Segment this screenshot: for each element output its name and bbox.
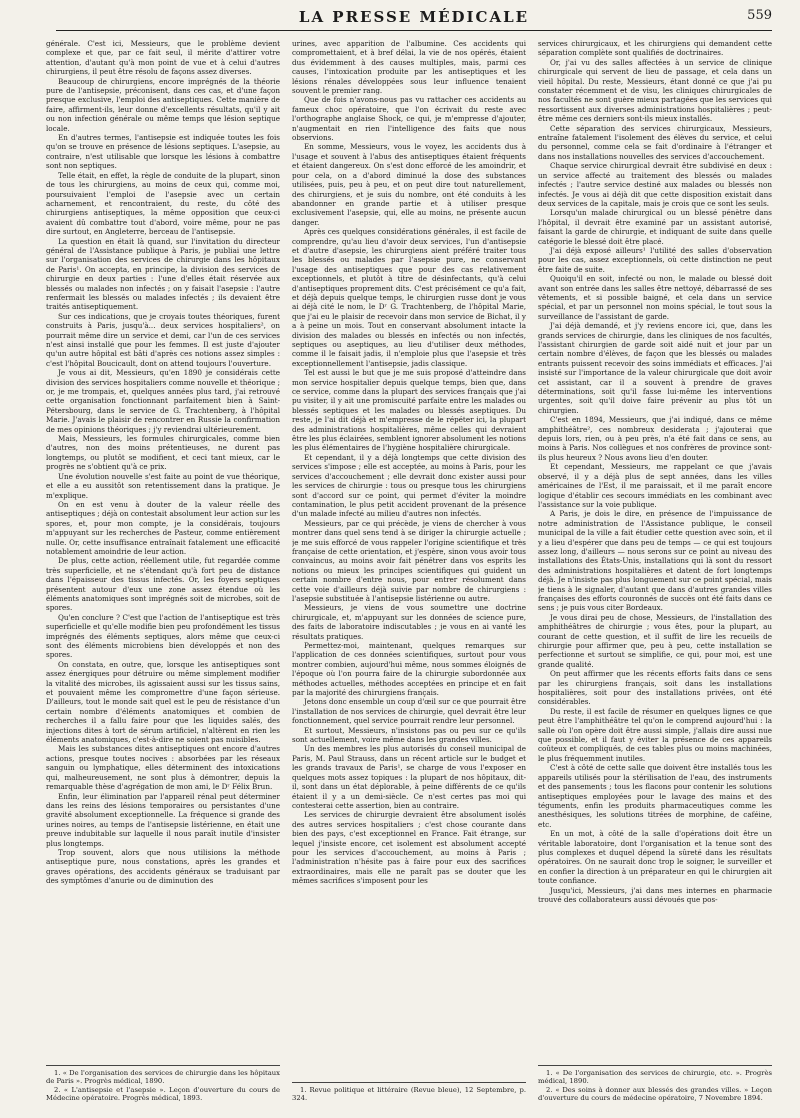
paragraph: Une évolution nouvelle s'est faite au point de vue théorique, et elle a eu aussitôt son retentissement dans la pratique. Je m'explique. xyxy=(46,471,280,500)
paragraph: Que de fois n'avons-nous pas vu rattacher ces accidents au fameux choc opératoire, que l'on écrivait du reste avec l'orthographe anglaise Shock, ce qui, je m'empresse d'ajouter, n'augmentait en rien l'intelligence des faits que nous observions. xyxy=(292,95,526,143)
paragraph: La question en était là quand, sur l'invitation du directeur général de l'Assistance publique à Paris, je publiai une lettre sur l'organisation des services de chirurgie dans les hôpitaux de Paris¹. On accepta, en principe, la division des services de chirurgie en deux parties : l'une d'elles était réservée aux blessés ou malades non infectés ; on y faisait l'asepsie : l'autre renfermait les blessés ou malades infectés ; ils devaient être traités antiseptiquement. xyxy=(46,236,280,312)
page-number: 559 xyxy=(747,8,772,23)
paragraph: Or, j'ai vu des salles affectées à un service de clinique chirurgicale qui servent de lieu de passage, et cela dans un vieil hôpital. Du reste, Messieurs, étant donné ce que j'ai pu constater récemment et de visu, les cliniques chirurgicales de nos facultés ne sont guère mieux partagées que les services qui ressortissent aux diverses administrations hospitalières ; peut-être même ces derniers sont-ils mieux installés. xyxy=(538,57,772,124)
paragraph: En somme, Messieurs, vous le voyez, les accidents dus à l'usage et souvent à l'abus des antiseptiques étaient fréquents et étaient dangereux. On s'est donc efforcé de les amoindrir, et pour cela, on a d'abord diminué la dose des substances utilisées, puis, peu à peu, et on peut dire tout naturellement, des chirurgiens, et je suis du nombre, ont été conduits à les abandonner en grande partie et à utiliser presque exclusivement l'asepsie, qui, elle au moins, ne présente aucun danger. xyxy=(292,142,526,227)
footnote: 2. « L'antisepsie et l'asepsie ». Leçon d'ouverture du cours de Médecine opératoire. Progrès médical, 1893. xyxy=(46,1085,280,1103)
paragraph: Et cependant, il y a déjà longtemps que cette division des services s'impose ; elle est acceptée, au moins à Paris, pour les services d'accouchement ; elle devrait donc exister aussi pour les services de chirurgie : tous ou presque tous les chirurgiens sont d'accord sur ce point, qui permet d'éviter la moindre contamination, le plus petit accident provenant de la présence d'un malade infecté au milieu d'autres non infectés. xyxy=(292,452,526,519)
paragraph: Du reste, il est facile de résumer en quelques lignes ce que peut être l'amphithéâtre tel qu'on le comprend aujourd'hui : la salle où l'on opère doit être aussi simple, j'allais dire aussi nue que possible, et il faut y éviter la présence de ces appareils coûteux et compliqués, de ces tables plus ou moins machinées, le plus fréquemment inutiles. xyxy=(538,706,772,763)
footnote: 1. « De l'organisation des services de chirurgie, etc. ». Progrès médical, 1890. xyxy=(538,1068,772,1086)
column-2 xyxy=(292,39,526,1105)
paragraph: services chirurgicaux, et les chirurgiens qui demandent cette séparation complète sont qualifiés de doctrinaires. xyxy=(538,39,772,58)
column-3 xyxy=(538,39,772,1105)
paragraph: Telle était, en effet, la règle de conduite de la plupart, sinon de tous les chirurgiens, au moins de ceux qui, comme moi, poursuivaient l'emploi de l'asepsie avec un certain acharnement, et rencontraient, du reste, du côté des chirurgiens antiseptiques, la même opposition que ceux-ci avaient dû combattre tout d'abord, voire même, pour ne pas dire surtout, en Angleterre, berceau de l'antisepsie. xyxy=(46,170,280,237)
column-1-footnotes xyxy=(46,1065,280,1103)
paragraph: On peut affirmer que les récents efforts faits dans ce sens par les chirurgiens français, soit dans les installations hospitalières, soit pour des installations privées, ont été considérables. xyxy=(538,669,772,707)
journal-title: LA PRESSE MÉDICALE xyxy=(298,8,530,26)
paragraph: De plus, cette action, réellement utile, fut regardée comme très superficielle, et ne s'étendant qu'à fort peu de distance dans l'épaisseur des tissus infectés. Or, les foyers septiques présentent autour d'eux une zone assez étendue où les éléments anatomiques sont imprégnés soit de microbes, soit de spores. xyxy=(46,556,280,613)
column-3-footnotes xyxy=(538,1065,772,1103)
paragraph: Jetons donc ensemble un coup d'œil sur ce que pourrait être l'installation de nos services de chirurgie, quel devrait être leur fonctionnement, quel service pourrait rendre leur personnel. xyxy=(292,697,526,726)
column-3-body xyxy=(538,39,772,1061)
paragraph: Sur ces indications, que je croyais toutes théoriques, furent construits à Paris, jusqu'à... deux services hospitaliers², on pourrait même dire un service et demi, car l'un de ces services n'est ainsi installé que pour les femmes. Il est juste d'ajouter qu'un autre hôpital est bâti d'après ces notions assez simples : c'est l'hôpital Boucicault, dont on attend toujours l'ouverture. xyxy=(46,311,280,368)
paragraph: Jusqu'ici, Messieurs, j'ai dans mes internes en pharmacie trouvé des collaborateurs aussi dévoués que pos- xyxy=(538,885,772,904)
paragraph: Quoiqu'il en soit, infecté ou non, le malade ou blessé doit avant son entrée dans les salles être nettoyé, débarrassé de ses vêtements, et si possible baigné, et cela dans un service spécial, et par un personnel non moins spécial, le tout sous la surveillance de l'assistant de garde. xyxy=(538,274,772,321)
paragraph: On en est venu à douter de la valeur réelle des antiseptiques ; déjà on contestait absolument leur action sur les spores, et, pour mon compte, je la considérais, toujours m'appuyant sur les recherches de Pasteur, comme entièrement nulle. Or, cette insuffisance entraînait fatalement une efficacité notablement amoindrie de leur action. xyxy=(46,499,280,556)
paragraph: Tel est aussi le but que je me suis proposé d'atteindre dans mon service hospitalier depuis quelque temps, bien que, dans ce service, comme dans la plupart des services français que j'ai pu visiter, il y ait une promiscuité parfaite entre les malades ou blessés septiques et les malades ou blessés aseptiques. Du reste, je l'ai dit déjà et m'empresse de le répéter ici, la plupart des administrations hospitalières, même celles qui devraient être les plus éclairées, semblent ignorer absolument les notions les plus élémentaires de l'hygiène hospitalière chirurgicale. xyxy=(292,368,526,453)
column-1 xyxy=(46,39,280,1105)
paragraph: A Paris, je dois le dire, en présence de l'impuissance de notre administration de l'Assistance publique, le conseil municipal de la ville a fait étudier cette question avec soin, et il y a lieu d'espérer que dans peu de temps — ce qui est toujours assez long, d'ailleurs — nous serons sur ce point au niveau des installations des États-Unis, installations qui là sont du ressort des administrations hospitalières et datent de fort longtemps déjà. Je n'insiste pas plus longuement sur ce point spécial, mais je tiens à le signaler, d'autant que dans d'autres grandes villes françaises des efforts couronnés de succès ont été faits dans ce sens ; je puis vous citer Bordeaux. xyxy=(538,509,772,613)
text-columns xyxy=(46,39,772,1105)
paragraph: Lorsqu'un malade chirurgical ou un blessé pénètre dans l'hôpital, il devrait être examiné par un assistant autorisé, faisant la garde de chirurgie, et indiquant de suite dans quelle catégorie le blessé doit être placé. xyxy=(538,208,772,246)
paragraph: Je vous dirai peu de chose, Messieurs, de l'installation des amphithéâtres de chirurgie ; vous êtes, pour la plupart, au courant de cette question, et il suffit de lire les recueils de chirurgie pour affirmer que, peu à peu, cette installation se perfectionne et surtout se simplifie, ce qui, pour moi, est une grande qualité. xyxy=(538,612,772,669)
paragraph: C'est à côté de cette salle que doivent être installés tous les appareils utilisés pour la stérilisation de l'eau, des instruments et des pansements ; tous les flacons pour contenir les solutions antiseptiques employées pour le lavage des mains et des téguments, enfin les produits pharmaceutiques comme les anesthésiques, les solutions titrées de morphine, de caféine, etc. xyxy=(538,763,772,829)
paragraph: Trop souvent, alors que nous utilisions la méthode antiseptique pure, nous constations, après les grandes et graves opérations, des accidents généraux se traduisant par des symptômes d'anurie ou de diminution des xyxy=(46,847,280,886)
paragraph: Enfin, leur élimination par l'appareil rénal peut déterminer dans les reins des lésions temporaires ou persistantes d'une gravité absolument exceptionnelle. La fréquence si grande des urines noires, au temps de l'antisepsie listérienne, en était une preuve indubitable sur laquelle il nous paraît inutile d'insister plus longtemps. xyxy=(46,791,280,848)
column-2-body xyxy=(292,39,526,1078)
paragraph: Les services de chirurgie devraient être absolument isolés des autres services hospitaliers ; c'est chose courante dans bien des pays, c'est exceptionnel en France. Fait étrange, sur lequel j'insiste encore, cet isolement est absolument accepté pour les services d'accouchement, au moins à Paris ; l'administration n'hésite pas à faire pour eux des sacrifices extraordinaires, mais elle ne paraît pas se douter que les mêmes sacrifices s'imposent pour les xyxy=(292,810,526,886)
paragraph: Beaucoup de chirurgiens, encore imprégnés de la théorie pure de l'antisepsie, préconisent, dans ces cas, et d'une façon presque exclusive, l'emploi des antiseptiques. Cette manière de faire, affirment-ils, leur donne d'excellents résultats, qu'il y ait ou non infection générale ou même temps que lésion septique locale. xyxy=(46,76,280,133)
paragraph: Chaque service chirurgical devrait être subdivisé en deux : un service affecté au traitement des blessés ou malades infectés ; l'autre service destiné aux malades ou blessés non infectés. Je vous ai déjà dit que cette disposition existait dans deux services de la capitale, mais je crois que ce sont les seuls. xyxy=(538,161,772,208)
paragraph: Et cependant, Messieurs, me rappelant ce que j'avais observé, il y a déjà plus de sept années, dans les villes américaines de l'Est, il me paraissait, et il me paraît encore logique d'établir ces secours immédiats en les combinant avec l'assistance sur la voie publique. xyxy=(538,462,772,509)
paragraph: Après ces quelques considérations générales, il est facile de comprendre, qu'au lieu d'avoir deux services, l'un d'antisepsie et d'autre d'asepsie, les chirurgiens aient préféré traiter tous les blessés ou malades par l'asepsie pure, ne conservant l'usage des antiseptiques que pour des cas relativement exceptionnels, et plutôt à titre de désinfectants, qu'à celui d'antiseptiques proprement dits. C'est précisément ce qu'a fait, et déjà depuis quelque temps, le chirurgien russe dont je vous ai déjà cité le nom, le Dʳ G. Trachtenberg, de l'hôpital Marie, que j'ai eu le plaisir de recevoir dans mon service de Bichat, il y a à peine un mois. Tout en conservant absolument intacte la division des malades ou blessés en infectés ou non infectés, septiques ou aseptiques, au lieu d'utiliser deux méthodes, comme il le faisait jadis, il n'emploie plus que l'asepsie et très exceptionnellement l'antisepsie, jadis classique. xyxy=(292,227,526,368)
paragraph: J'ai déjà demandé, et j'y reviens encore ici, que, dans les grands services de chirurgie, dans les cliniques de nos facultés, l'assistant chirurgien de garde soit aidé nuit et jour par un certain nombre d'élèves, de façon que les blessés ou malades entrants puissent recevoir des soins immédiats et efficaces. J'ai insisté sur l'importance de la valeur chirurgicale que doit avoir cet assistant, car il a souvent à prendre de graves déterminations, soit qu'il fasse lui-même les interventions urgentes, soit qu'il doive faire prévenir au plus tôt un chirurgien. xyxy=(538,321,772,415)
column-1-body xyxy=(46,39,280,1061)
paragraph: Cette séparation des services chirurgicaux, Messieurs, entraîne fatalement l'isolement des élèves du service, et celui du personnel, comme cela se fait d'ordinaire à l'étranger et dans nos installations nouvelles des services d'accouchement. xyxy=(538,123,772,161)
paragraph: En d'autres termes, l'antisepsie est indiquée toutes les fois qu'on se trouve en présence de lésions septiques. L'asepsie, au contraire, n'est utilisable que lorsque les lésions à combattre sont non septiques. xyxy=(46,133,280,171)
paragraph: Mais les substances dites antiseptiques ont encore d'autres actions, presque toutes nocives : absorbées par les réseaux sanguin ou lymphatique, elles déterminent des intoxications qui, malheureusement, ne sont plus à démontrer, depuis la remarquable thèse d'agrégation de mon ami, le Dʳ Félix Brun. xyxy=(46,744,280,792)
paragraph: urines, avec apparition de l'albumine. Ces accidents qui compromettaient, et à bref délai, la vie de nos opérés, étaient dus évidemment à des causes multiples, mais, parmi ces causes, l'intoxication produite par les antiseptiques et les lésions rénales développées sous leur influence tenaient souvent le premier rang. xyxy=(292,39,526,96)
paragraph: J'ai déjà exposé ailleurs¹ l'utilité des salles d'observation pour les cas, assez exceptionnels, où cette distinction ne peut être faite de suite. xyxy=(538,245,772,274)
paragraph: En un mot, à côté de la salle d'opérations doit être un véritable laboratoire, dont l'organisation et la tenue sont des plus complexes et duquel dépend la sûreté dans les résultats opératoires. On ne saurait donc trop le soigner, le surveiller et en confier la direction à un préparateur en qui le chirurgien ait toute confiance. xyxy=(538,829,772,886)
footnote: 2. « Des soins à donner aux blessés des grandes villes. » Leçon d'ouverture du cours de médecine opératoire, 7 Novembre 1894. xyxy=(538,1085,772,1103)
page-header xyxy=(56,0,772,31)
paragraph: Qu'en conclure ? C'est que l'action de l'antiseptique est très superficielle et qu'elle modifie bien peu profondément les tissus imprégnés des éléments septiques, alors même que ceux-ci sont des éléments microbiens bien développés et non des spores. xyxy=(46,612,280,660)
footnote: 1. Revue politique et littéraire (Revue bleue), 12 Septembre, p. 324. xyxy=(292,1085,526,1103)
paragraph: Mais, Messieurs, les formules chirurgicales, comme bien d'autres, non des moins prétentieuses, ne durent pas longtemps, ou plutôt se modifient, et ceci tant mieux, car le progrès ne s'obtient qu'à ce prix. xyxy=(46,434,280,472)
paragraph: Messieurs, par ce qui précède, je viens de chercher à vous montrer dans quel sens tend à se diriger la chirurgie actuelle ; je me suis efforcé de vous rappeler l'origine scientifique et très française de cette orientation, et j'espère, sinon vous avoir tous convaincus, au moins avoir fait pénétrer dans vos esprits les notions ou mieux les principes scientifiques qui guident un certain nombre d'entre nous, pour entrer résolument dans cette voie d'ailleurs déjà suivie par nombre de chirurgiens : l'asepsie substituée à l'antisepsie listérienne ou autre. xyxy=(292,518,526,603)
paragraph: Messieurs, je viens de vous soumettre une doctrine chirurgicale, et, m'appuyant sur les données de science pure, des faits de laboratoire indiscutables ; je vous en ai vanté les résultats pratiques. xyxy=(292,603,526,641)
paragraph: Permettez-moi, maintenant, quelques remarques sur l'application de ces données scientifiques, surtout pour vous montrer combien, aujourd'hui même, nous sommes éloignés de l'époque où l'on pourra faire de la chirurgie subordonnée aux méthodes actuelles, méthodes acceptées en principe et en fait par la majorité des chirurgiens français. xyxy=(292,641,526,698)
paragraph: C'est en 1894, Messieurs, que j'ai indiqué, dans ce même amphithéâtre², ces nombreux desiderata ; j'ajouterai que depuis lors, rien, ou à peu près, n'a été fait dans ce sens, au moins à Paris. Nos collègues et nos confrères de province sont-ils plus heureux ? Nous avons lieu d'en douter. xyxy=(538,415,772,462)
paragraph: Et surtout, Messieurs, n'insistons pas ou peu sur ce qu'ils sont actuellement, voire même dans les grandes villes. xyxy=(292,725,526,745)
paragraph: Un des membres les plus autorisés du conseil municipal de Paris, M. Paul Strauss, dans un récent article sur le budget et les grands travaux de Paris¹, se charge de vous l'exposer en quelques mots assez topiques : la plupart de nos hôpitaux, dit-il, sont dans un état déplorable, à peine différents de ce qu'ils étaient il y a un demi-siècle. Ce n'est certes pas moi qui contesterai cette assertion, bien au contraire. xyxy=(292,744,526,810)
paragraph: générale. C'est ici, Messieurs, que le problème devient complexe et que, par ce fait seul, il mérite d'attirer votre attention, d'autant qu'à mon point de vue et à celui d'autres chirurgiens, il peut être résolu de façons assez diverses. xyxy=(46,39,280,77)
paragraph: On constata, en outre, que, lorsque les antiseptiques sont assez énergiques pour détruire ou même simplement modifier la vitalité des microbes, ils agissaient aussi sur les tissus sains, et pouvaient même les compromettre d'une façon sérieuse. D'ailleurs, tout le monde sait quel est le peu de résistance d'un certain nombre d'éléments anatomiques et combien de recherches il a fallu faire pour que les liquides salés, des injections dites à tort de sérum artificiel, n'altèrent en rien les éléments anatomiques, c'est-à-dire ne soient pas nuisibles. xyxy=(46,659,280,745)
paragraph: Je vous ai dit, Messieurs, qu'en 1890 je considérais cette division des services hospitaliers comme nouvelle et théorique ; or, je me trompais, et, quelques années plus tard, j'ai retrouvé cette organisation fonctionnant parfaitement bien à Saint-Pétersbourg, dans le service de G. Trachtenberg, à l'hôpital Marie. J'avais le plaisir de rencontrer en Russie la confirmation de mes opinions théoriques ; j'y reviendrai ultérieurement. xyxy=(46,368,280,434)
column-2-footnotes xyxy=(292,1082,526,1103)
footnote: 1. « De l'organisation des services de chirurgie dans les hôpitaux de Paris ». Progrès médical, 1890. xyxy=(46,1068,280,1086)
